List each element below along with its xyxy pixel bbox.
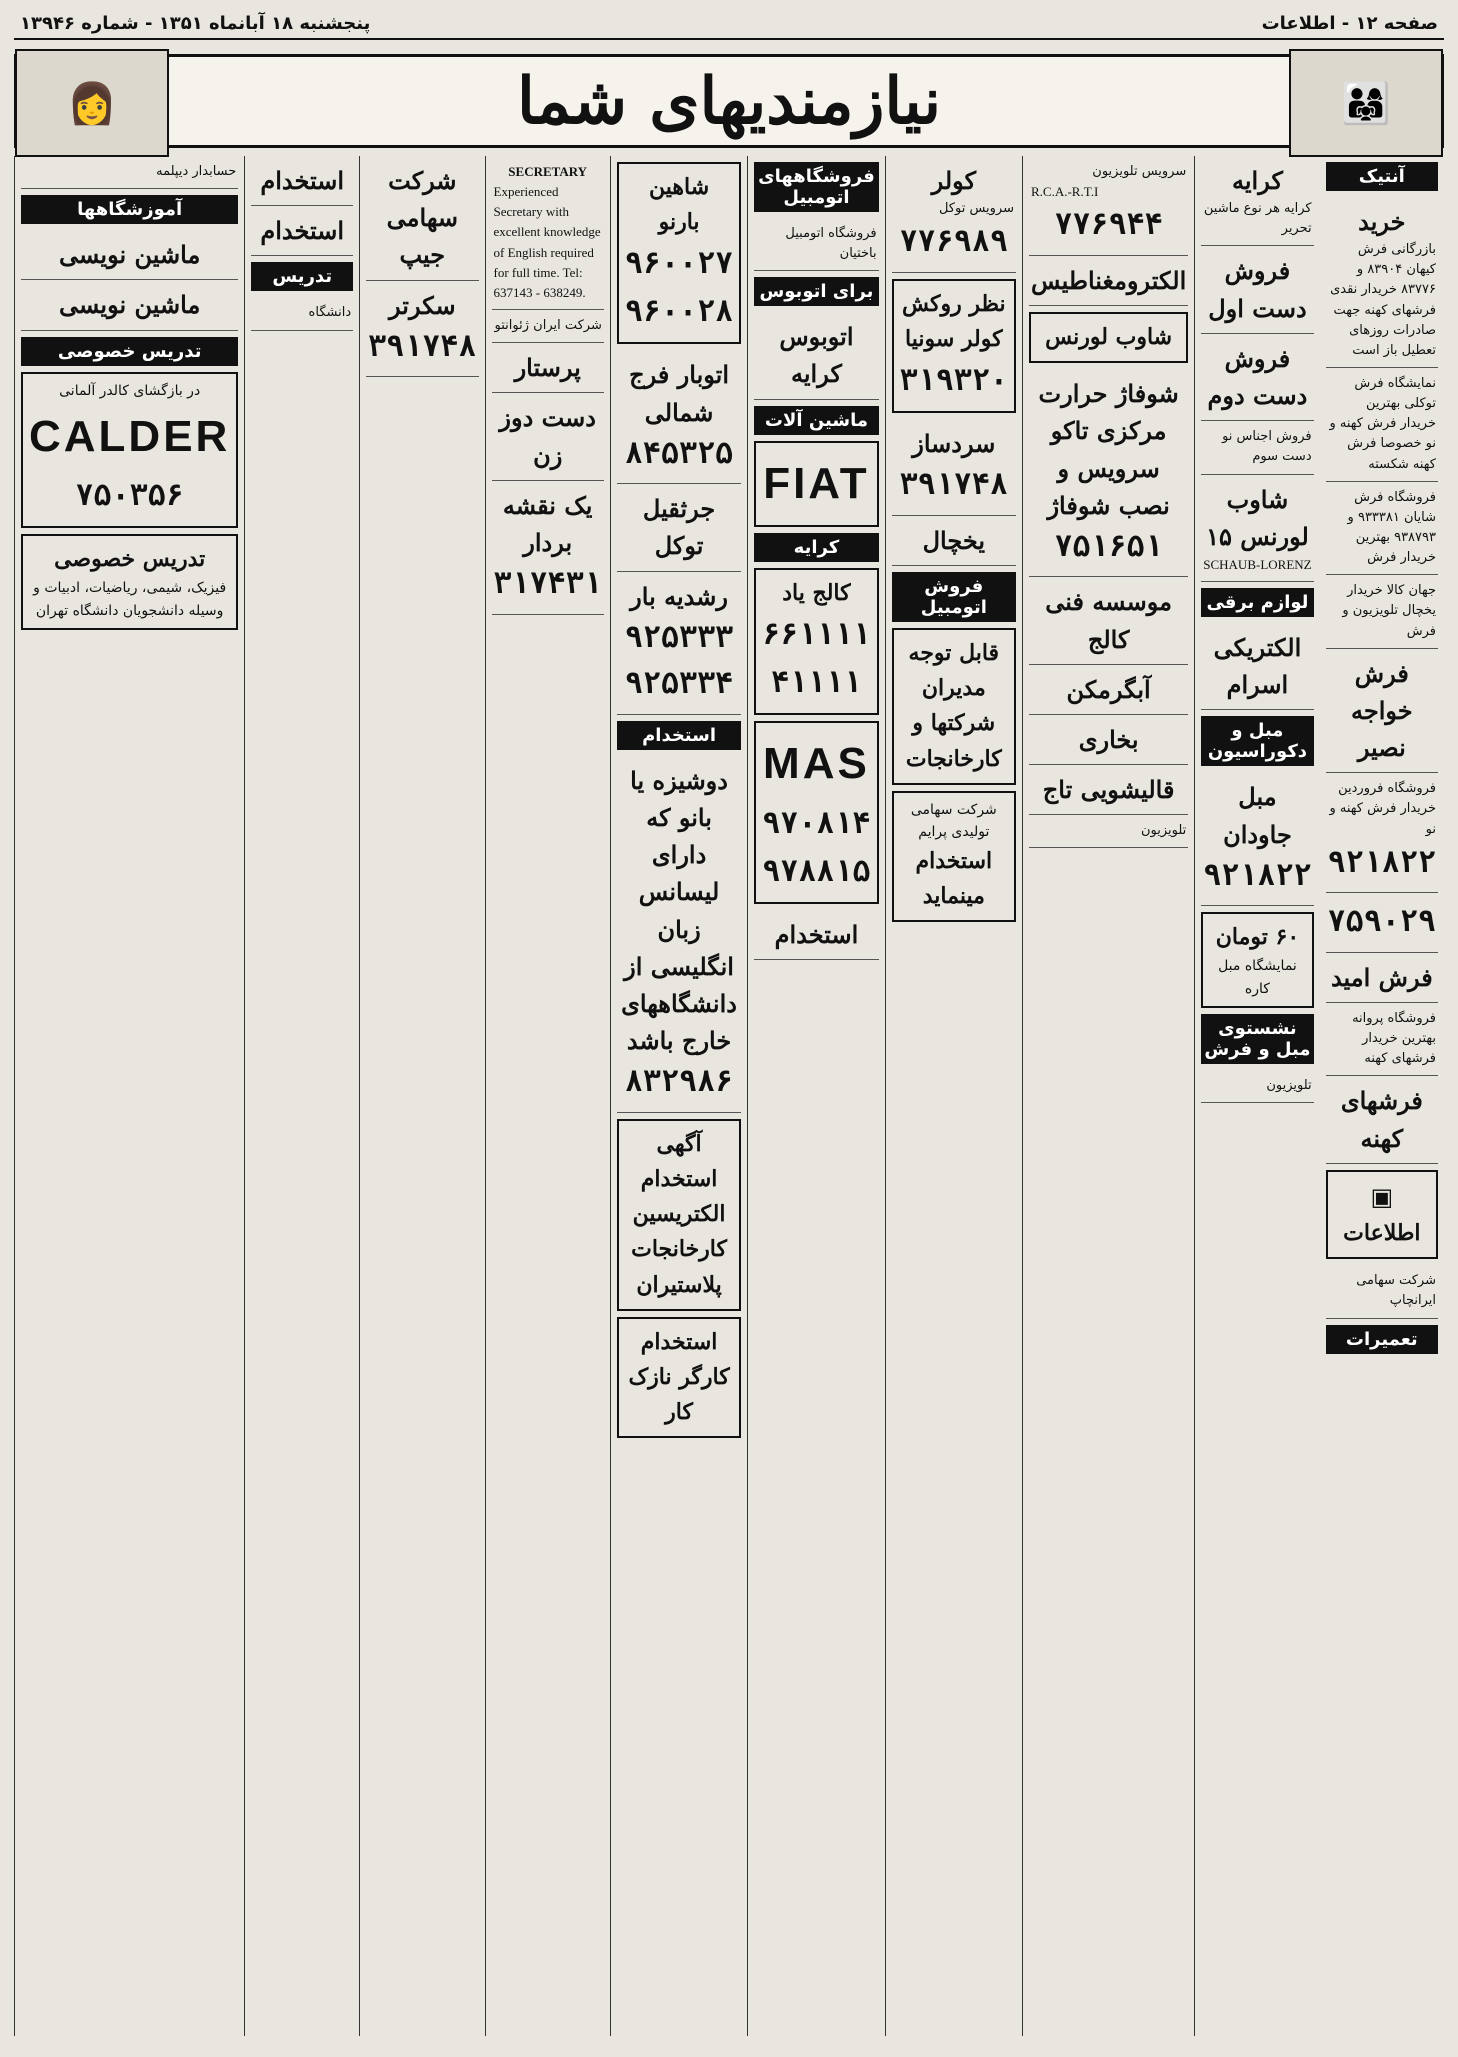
ad-heading: فرشهای کهنه (1340, 1086, 1423, 1153)
boxed-ad (892, 279, 1016, 413)
ad-block (492, 393, 604, 480)
ad-phone: ۹۲۵۳۳۴ (624, 666, 734, 702)
classifieds-banner (14, 54, 1444, 148)
ad-block (1029, 665, 1188, 715)
ad-block (617, 572, 741, 715)
ad-heading: استخدام (260, 166, 345, 195)
ad-block (1326, 368, 1438, 482)
newspaper-page (14, 9, 1444, 2039)
ad-heading: یک نقشه بردار (502, 490, 593, 557)
ad-text: فیزیک، شیمی، ریاضیات، ادبیات و وسیله دانشجویان دانشگاه تهران (33, 580, 227, 619)
ad-text: فروشگاه فرش شایان ۹۳۳۳۸۱ و ۹۳۸۷۹۳ بهترین خریدار فرش (1347, 489, 1436, 566)
ad-phone: ۳۹۱۷۴۸ (368, 328, 477, 364)
section-header: نشستوی مبل و فرش (1201, 1014, 1313, 1064)
ad-heading: خرید (1358, 207, 1406, 236)
ad-text: فروشگاه اتومبیل باختیان (785, 226, 877, 262)
ad-block (1326, 1076, 1438, 1163)
section-header: آنتیک (1326, 162, 1438, 191)
column-1 (1320, 156, 1444, 2036)
ad-block (1201, 1070, 1313, 1103)
ad-phone: ۹۶۰۰۲۷ (624, 246, 734, 282)
ad-block (1029, 369, 1188, 577)
ad-phone: ۶۶۱۱۱۱ (762, 617, 871, 653)
ad-text: سرویس توکل (938, 201, 1014, 217)
ad-heading: دوشیزه یا بانو که دارای لیسانس زبان انگلیسی از دانشگاههای خارج باشد (621, 765, 737, 1056)
section-header: کرایه (754, 533, 878, 562)
boxed-ad (754, 568, 878, 715)
ad-heading: آبگرمکن (1066, 674, 1151, 704)
logo-icon: ▣ (1370, 1182, 1394, 1211)
ad-heading: بخاری (1078, 724, 1139, 754)
ad-block (754, 218, 878, 271)
ad-text: کرایه هر نوع ماشین تحریر (1203, 201, 1312, 237)
column-4 (885, 156, 1022, 2036)
mas-logo: MAS (763, 739, 870, 789)
section-header: فروش اتومبیل (892, 572, 1016, 622)
ad-heading: شاوب لورنس (1045, 323, 1173, 350)
ad-block (1326, 1265, 1438, 1318)
ad-heading: نظر روکش کولر سونیا (901, 290, 1006, 353)
ad-heading: ماشین نویسی (59, 290, 201, 320)
ad-heading: فروش دست دوم (1207, 343, 1308, 411)
ad-block (1326, 953, 1438, 1003)
ad-phone: ۹۲۱۸۲۲ (1327, 844, 1436, 880)
ad-block (754, 910, 878, 960)
ad-block (251, 206, 353, 256)
section-header: ماشین آلات (754, 406, 878, 435)
ad-block (617, 756, 741, 1113)
ad-block (1029, 715, 1188, 765)
ad-block (492, 156, 604, 310)
ad-heading: فرش امید (1330, 962, 1433, 992)
ad-heading: کرایه (1231, 166, 1283, 195)
fiat-logo: FIAT (763, 458, 870, 508)
ad-heading: کالج یاد (782, 580, 851, 607)
ad-block (1201, 334, 1313, 421)
ad-heading: سکرتر (389, 290, 456, 320)
ad-latin-title: SECRETARY (508, 164, 588, 179)
logo-box (1326, 1170, 1438, 1260)
ad-text: شرکت سهامی تولیدی پرایم (910, 801, 997, 841)
column-10 (14, 156, 244, 2036)
ad-heading: رشدیه بار (630, 581, 728, 611)
section-header: فروشگاههای اتومبیل (754, 162, 878, 212)
ad-block (1201, 623, 1313, 710)
ad-heading: شاهین بارنو (649, 174, 710, 236)
ad-block (492, 481, 604, 615)
ad-text: حسابدار دیپلمه (156, 164, 237, 179)
ad-text: شرکت سهامی ایرانچاپ (1356, 1273, 1436, 1309)
column-3 (1022, 156, 1194, 2036)
ad-block (366, 156, 478, 281)
ad-phone: ۷۵۰۳۵۶ (75, 478, 184, 514)
ad-phone: ۳۱۹۳۲۰ (899, 363, 1008, 399)
section-header: مبل و دکوراسیون (1201, 716, 1313, 766)
section-header: تدریس خصوصی (21, 337, 238, 366)
header-left: پنجشنبه ۱۸ آبانماه ۱۳۵۱ - شماره ۱۳۹۴۶ (20, 13, 371, 34)
ad-phone: ۷۵۹۰۲۹ (1327, 904, 1436, 940)
ad-block (1326, 575, 1438, 648)
ad-block (892, 156, 1016, 273)
ad-block (892, 419, 1016, 516)
ad-block (1326, 649, 1438, 774)
ad-phone: ۷۵۱۶۵۱ (1054, 528, 1163, 564)
woman-icon: 👩 (67, 80, 117, 127)
ad-text: نمایشگاه مبل کاره (1218, 958, 1297, 997)
ad-block (1201, 475, 1313, 583)
ad-text: شرکت ایران ژئوانتو (494, 317, 602, 333)
ad-phone: ۳۹۱۷۴۸ (899, 467, 1008, 503)
ad-heading: ماشین نویسی (59, 240, 201, 270)
column-7 (485, 156, 610, 2036)
ad-heading: قابل توجه مدیران شرکتها و کارخانجات (905, 640, 1002, 772)
ad-heading: سردساز (912, 429, 996, 459)
boxed-ad (1201, 912, 1313, 1008)
ad-block (1029, 815, 1188, 848)
family-icon: 👨‍👩‍👧 (1341, 80, 1391, 127)
ad-latin: SCHAUB-LORENZ (1203, 556, 1312, 572)
ad-block (1029, 765, 1188, 815)
ad-block (1029, 256, 1188, 306)
page-header (14, 9, 1444, 40)
ad-block (366, 281, 478, 378)
column-8 (359, 156, 484, 2036)
column-9 (244, 156, 359, 2036)
ad-heading: پرستار (514, 353, 581, 383)
ad-heading: استخدام کارگر نازک کار (628, 1328, 730, 1426)
ad-text: نمایشگاه فرش توکلی بهترین خریدار فرش کهنه و نو خصوصا فرش کهنه شکسته (1329, 376, 1436, 472)
ad-block (21, 280, 238, 330)
ad-heading: مبل جاودان (1223, 782, 1292, 849)
ad-text: تلویزیون (1266, 1078, 1312, 1094)
woman-illustration-left (15, 49, 169, 157)
ad-heading: استخدام (260, 216, 345, 246)
ad-block (1201, 421, 1313, 474)
boxed-ad (21, 534, 238, 630)
ad-block (1201, 156, 1313, 246)
ad-block (21, 230, 238, 280)
ad-heading: استخدام مینماید (915, 847, 993, 909)
ad-block (754, 312, 878, 399)
ad-phone: ۹۷۰۸۱۴ (762, 805, 871, 841)
ad-heading: الکتریکی اسرام (1213, 633, 1302, 700)
boxed-ad (617, 162, 741, 344)
ad-phone: ۹۲۱۸۲۲ (1203, 857, 1312, 893)
ad-phone: ۹۷۸۸۱۵ (762, 853, 871, 889)
column-5 (747, 156, 884, 2036)
boxed-ad (754, 441, 878, 527)
ad-text: بازرگانی فرش کیهان ۸۳۹۰۴ و ۸۳۷۷۶ خریدار نقدی فرشهای کهنه جهت صادرات روزهای تعطیل باز است (1330, 242, 1436, 358)
boxed-ad (21, 372, 238, 529)
ad-block (1326, 893, 1438, 953)
ad-block (492, 310, 604, 343)
ad-text: دانشگاه (308, 305, 352, 321)
columns (14, 156, 1444, 2036)
ad-heading: فروش دست اول (1208, 256, 1307, 323)
boxed-ad (617, 1119, 741, 1311)
section-header: تدریس (251, 262, 353, 291)
ad-block (1326, 1003, 1438, 1076)
header-right: صفحه ۱۲ - اطلاعات (1261, 13, 1438, 34)
ad-heading: اتوبار فرج شمالی (629, 360, 729, 427)
ad-text: فروشگاه پروانه بهترین خریدار فرشهای کهنه (1352, 1010, 1436, 1067)
banner-title: نیازمندیهای شما (516, 63, 942, 139)
ad-block (1326, 773, 1438, 893)
calder-logo: CALDER (29, 411, 231, 461)
boxed-ad (892, 628, 1016, 785)
ad-block (617, 350, 741, 484)
section-header: لوازم برقی (1201, 588, 1313, 617)
column-6 (610, 156, 747, 2036)
ad-block (1029, 577, 1188, 664)
ad-phone: ۷۷۶۹۸۹ (899, 224, 1008, 260)
ad-phone: ۷۷۶۹۴۴ (1054, 207, 1163, 243)
boxed-ad (1029, 312, 1188, 363)
ad-heading: یخچال (922, 525, 986, 555)
section-header: آموزشگاهها (21, 195, 238, 224)
column-2 (1194, 156, 1319, 2036)
ad-heading: موسسه فنی کالج (1045, 587, 1172, 654)
ad-block (1029, 156, 1188, 256)
boxed-ad (617, 1317, 741, 1439)
section-header: برای اتوبوس (754, 277, 878, 306)
ad-latin: R.C.A.-R.T.I (1031, 184, 1099, 200)
ad-heading: فرش خواجه نصیر (1351, 658, 1413, 763)
boxed-ad (754, 721, 878, 903)
ad-block (251, 156, 353, 206)
boxed-ad (892, 791, 1016, 922)
section-header: استخدام (617, 721, 741, 750)
ad-block (251, 297, 353, 330)
ad-phone: ۸۳۲۹۸۶ (624, 1064, 734, 1100)
ad-heading: قالیشویی تاج (1042, 775, 1175, 805)
ad-text: سرویس تلویزیون (1092, 164, 1187, 179)
section-header: تعمیرات (1326, 1325, 1438, 1354)
ad-latin: Experienced Secretary with excellent knowledge of English required for full time. Tel: 637143 - 638249. (493, 184, 601, 300)
ad-heading: کولر (931, 166, 976, 195)
ad-heading: اتوبوس کرایه (779, 322, 854, 389)
ad-heading: آگهی استخدام الکتریسین کارخانجات پلاستیران (631, 1130, 727, 1298)
ad-heading: استخدام (774, 919, 859, 949)
ad-block (1201, 772, 1313, 906)
ad-text: جهان کالا خریدار یخچال تلویزیون و فرش (1342, 583, 1436, 639)
family-illustration-right (1289, 49, 1443, 157)
ad-heading: شوفاژ حرارت مرکزی تاکو سرویس و نصب شوفاژ (1038, 379, 1179, 520)
ad-heading: الکترومغناطیس (1031, 265, 1187, 295)
ad-heading: شاوب لورنس ۱۵ (1206, 484, 1309, 551)
ad-text: تلویزیون (1140, 823, 1187, 839)
ad-block (1201, 246, 1313, 333)
ad-block (492, 343, 604, 393)
ad-block (892, 516, 1016, 566)
ad-heading: تدریس خصوصی (54, 546, 206, 573)
ad-block (1326, 197, 1438, 368)
ad-phone: ۳۱۷۴۳۱ (493, 566, 602, 602)
ad-heading: جرثقیل توکل (642, 494, 716, 561)
ad-text: فروشگاه فروردین خریدار فرش کهنه و نو (1329, 781, 1436, 837)
ad-text: فروش اجناس نو دست سوم (1222, 429, 1312, 465)
ad-phone: ۹۶۰۰۲۸ (624, 294, 734, 330)
ad-heading: شرکت سهامی جیپ (386, 166, 458, 270)
ad-heading: ۶۰ تومان (1215, 924, 1300, 951)
ad-block (21, 156, 238, 189)
ad-heading: دست دوز زن (499, 403, 596, 470)
ad-block (1326, 482, 1438, 576)
ad-block (617, 484, 741, 571)
ad-text: در بازگشای کالدر آلمانی (59, 382, 201, 399)
logo-text: اطلاعات (1343, 1220, 1421, 1247)
ad-phone: ۴۱۱۱۱ (771, 665, 862, 701)
ad-phone: ۸۴۵۳۲۵ (624, 435, 734, 471)
ad-phone: ۹۲۵۳۳۳ (624, 619, 734, 655)
